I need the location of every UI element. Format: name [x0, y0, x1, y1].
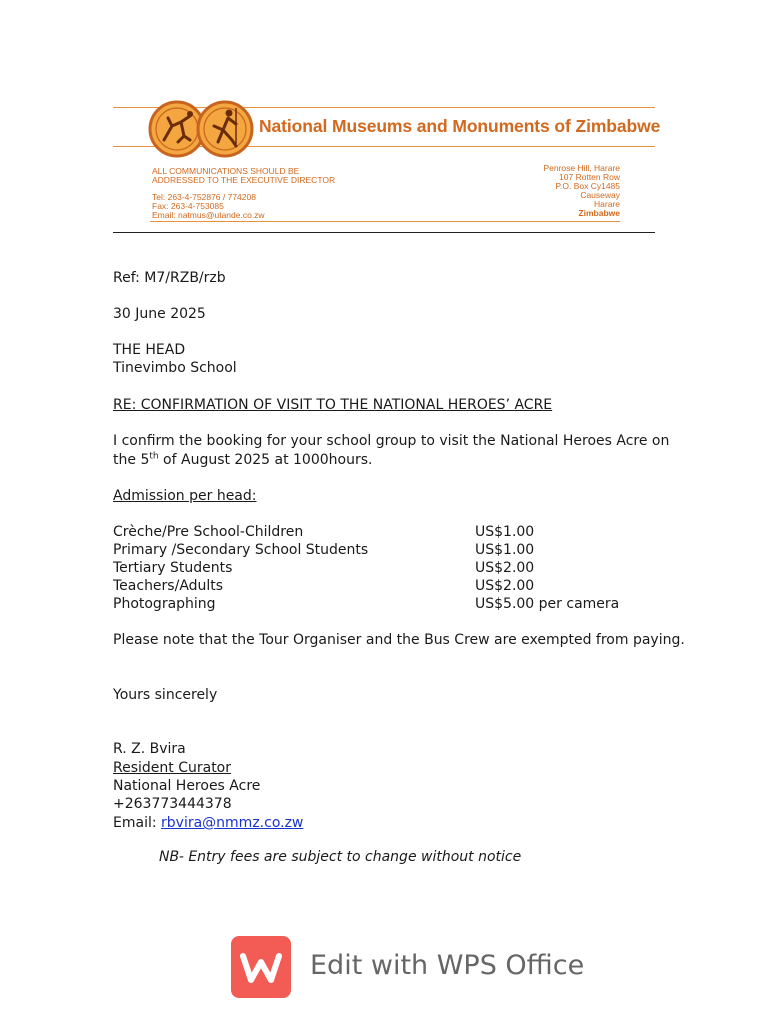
fee-category: Photographing: [113, 596, 216, 612]
fee-category: Primary /Secondary School Students: [113, 542, 369, 558]
letterhead-bottom-rule: [150, 221, 620, 222]
subject-line: RE: CONFIRMATION OF VISIT TO THE NATIONAL HEROES’ ACRE: [113, 397, 553, 413]
confirm-day: 5: [140, 452, 150, 468]
confirm-rest: of August 2025 at 1000hours.: [158, 452, 373, 468]
address-line: P.O. Box Cy1485: [555, 181, 620, 191]
signatory-email-link[interactable]: rbvira@nmmz.co.zw: [161, 815, 304, 831]
recipient-title: THE HEAD: [113, 342, 186, 358]
fee-price: US$5.00 per camera: [475, 596, 620, 612]
confirmation-line-2: [113, 451, 372, 469]
museum-emblem-icon: [148, 96, 258, 162]
address-line: Harare: [594, 199, 620, 209]
confirm-place: National Heroes Acre: [500, 433, 648, 449]
recipient-school: Tinevimbo School: [113, 360, 237, 376]
closing: Yours sincerely: [113, 687, 218, 703]
letterhead-fax: Fax: 263-4-753085: [152, 201, 224, 211]
fee-price: US$1.00: [475, 524, 535, 540]
signatory-email-line: [113, 814, 303, 832]
letter-date: 30 June 2025: [113, 306, 206, 322]
wps-logo-icon[interactable]: [231, 936, 291, 998]
wps-edit-label[interactable]: Edit with WPS Office: [310, 950, 585, 981]
fee-category: Tertiary Students: [113, 560, 233, 576]
letterhead-address: [543, 164, 620, 218]
address-line: Causeway: [580, 190, 620, 200]
address-country: Zimbabwe: [578, 208, 620, 218]
fee-price: US$2.00: [475, 578, 535, 594]
address-line: Penrose Hill, Harare: [543, 163, 620, 173]
letterhead-contacts: [152, 193, 265, 220]
notice-line-1: ALL COMMUNICATIONS SHOULD BE: [152, 166, 300, 176]
organisation-name: National Museums and Monuments of Zimbabwe: [259, 116, 661, 136]
fee-price: US$1.00: [475, 542, 535, 558]
signatory-phone: +263773444378: [113, 796, 232, 812]
confirm-intro: I confirm the booking for your school group to visit the: [113, 433, 501, 449]
nb-notice: NB- Entry fees are subject to change without notice: [159, 849, 522, 865]
admission-heading: Admission per head:: [113, 488, 257, 504]
letterhead-tel: Tel: 263-4-752876 / 774208: [152, 192, 256, 202]
fee-category: Crèche/Pre School-Children: [113, 524, 304, 540]
confirm-day-suffix: th: [149, 451, 159, 462]
communications-notice: [152, 167, 335, 185]
confirm-on: on: [647, 433, 670, 449]
letterhead-email: Email: natmus@utande.co.zw: [152, 210, 265, 220]
confirm-the: the: [113, 452, 141, 468]
notice-line-2: ADDRESSED TO THE EXECUTIVE DIRECTOR: [152, 175, 336, 185]
email-label: Email:: [113, 815, 162, 831]
reference: Ref: M7/RZB/rzb: [113, 270, 226, 286]
address-line: 107 Rotten Row: [559, 172, 620, 182]
signatory-role: Resident Curator: [113, 760, 232, 776]
header-divider: [113, 232, 655, 233]
signatory-place: National Heroes Acre: [113, 778, 261, 794]
exemption-note: Please note that the Tour Organiser and the Bus Crew are exempted from paying.: [113, 632, 685, 648]
signatory-name: R. Z. Bvira: [113, 741, 186, 757]
fee-category: Teachers/Adults: [113, 578, 224, 594]
fee-price: US$2.00: [475, 560, 535, 576]
confirmation-line-1: [113, 432, 669, 450]
